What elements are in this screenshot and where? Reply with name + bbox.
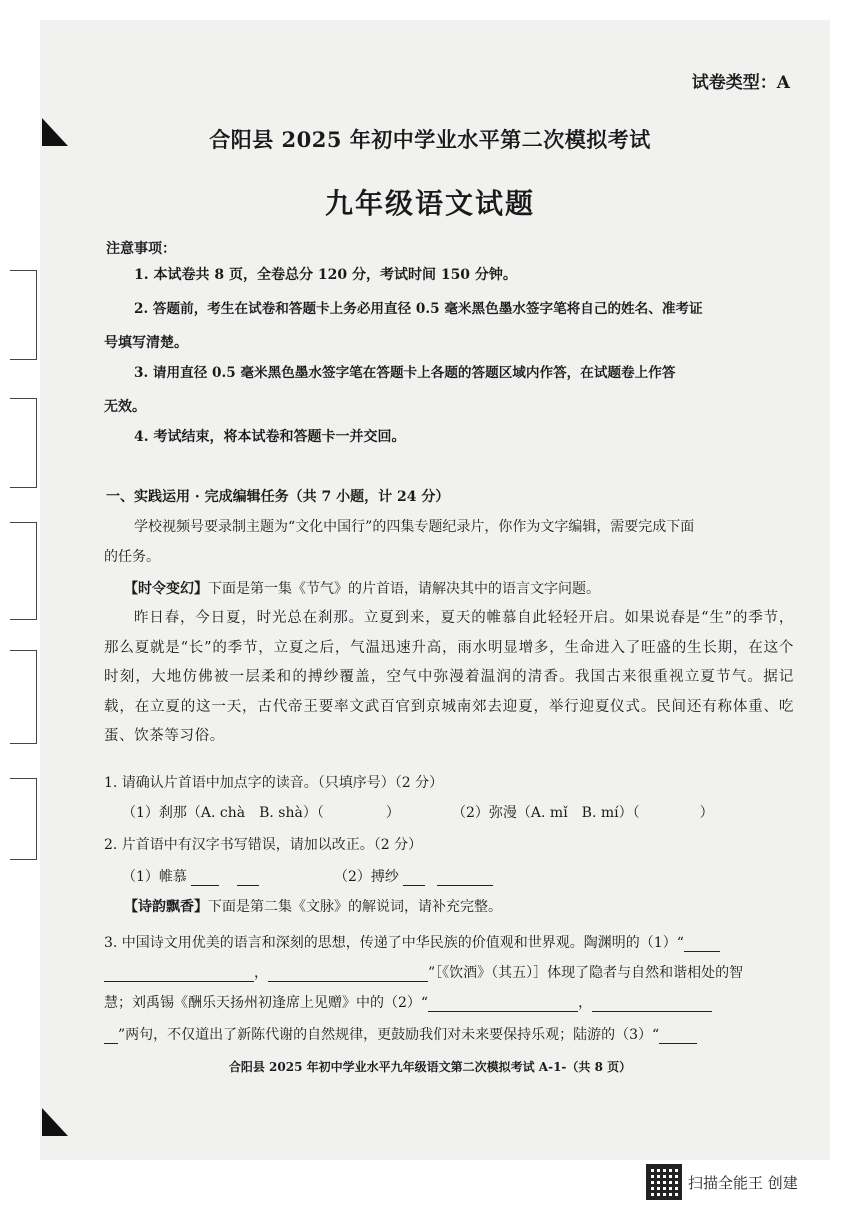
question-3-text: 慧；刘禹锡《酬乐天扬州初逢席上见赠》中的（2）“	[104, 995, 429, 1011]
question-1-1	[122, 802, 400, 822]
note-item: 2. 答题前，考生在试卷和答题卡上务必用直径 0.5 毫米黑色墨水签字笔将自己的姓名、准考证	[134, 301, 703, 317]
comma: ，	[578, 995, 593, 1011]
answer-blank[interactable]	[684, 937, 720, 952]
question-3-line	[104, 1024, 697, 1044]
segment-tag: 【诗韵飘香】	[124, 899, 208, 915]
answer-blank[interactable]	[640, 808, 700, 822]
question-2-2	[334, 866, 493, 886]
question-1-1-close: ）	[385, 805, 400, 821]
question-1-2-close: ）	[699, 805, 714, 821]
question-3-line	[104, 962, 743, 982]
binding-box	[10, 398, 37, 488]
answer-blank[interactable]	[268, 967, 428, 982]
question-3-text: ”两句，不仅道出了新陈代谢的自然规律，更鼓励我们对未来要保持乐观；陆游的（3）“	[118, 1027, 660, 1043]
question-1-2	[452, 802, 714, 822]
answer-blank[interactable]	[191, 871, 219, 886]
scanner-badge	[646, 1164, 798, 1200]
question-2-1	[122, 866, 259, 886]
note-item: 4. 考试结束，将本试卷和答题卡一并交回。	[134, 429, 406, 445]
binding-box	[10, 650, 37, 744]
question-3-text: 3. 中国诗文用优美的语言和深刻的思想，传递了中华民族的价值观和世界观。陶渊明的（1）“	[104, 935, 684, 951]
note-item: 1. 本试卷共 8 页，全卷总分 120 分，考试时间 150 分钟。	[134, 267, 517, 283]
question-1: 1. 请确认片首语中加点字的读音。（只填序号）（2 分）	[104, 775, 444, 791]
binding-box	[10, 778, 37, 860]
paper-type-label: 试卷类型：A	[691, 73, 790, 93]
note-item: 3. 请用直径 0.5 毫米黑色墨水签字笔在答题卡上各题的答题区域内作答，在试题卷上作答	[134, 365, 676, 381]
segment-tag: 【时令变幻】	[124, 581, 208, 597]
segment-text: 下面是第二集《文脉》的解说词，请补充完整。	[208, 899, 502, 915]
answer-blank[interactable]	[437, 871, 493, 886]
note-item: 无效。	[104, 399, 146, 415]
page-footer: 合阳县 2025 年初中学业水平九年级语文第二次模拟考试 A-1-（共 8 页）	[228, 1060, 632, 1074]
binding-box	[10, 270, 37, 360]
answer-blank[interactable]	[104, 1029, 118, 1044]
segment-line-1	[124, 572, 600, 606]
answer-blank[interactable]	[237, 871, 259, 886]
answer-blank[interactable]	[592, 997, 712, 1012]
binding-box	[10, 522, 37, 620]
comma: ，	[254, 965, 268, 981]
question-2-2-text: （2）搏纱	[334, 869, 399, 885]
question-1-2-text: （2）弥漫（A. mǐ B. mí）（	[452, 805, 640, 821]
segment-line-2	[124, 890, 502, 924]
question-3	[104, 932, 720, 952]
question-3-text: ”［《饮酒》（其五）］体现了隐者与自然和谐相处的智	[428, 965, 744, 981]
segment-text: 下面是第一集《节气》的片首语，请解决其中的语言文字问题。	[208, 581, 600, 597]
passage: 昨日春，今日夏，时光总在刹那。立夏到来，夏天的帷慕自此轻轻开启。如果说春是“生”的季节，那么夏就是“长”的季节，立夏之后，气温迅速升高，雨水明显增多，生命进入了旺盛的生长期，在这个时刻，大地仿佛被一层柔和的搏纱覆盖，空气中弥漫着温润的清香。我国古来很重视立夏节气。据记载，在立夏的这一天，古代帝王要率文武百官到京城南郊去迎夏，举行迎夏仪式。民间还有称体重、吃蛋、饮茶等习俗。	[104, 610, 794, 744]
question-1-1-text: （1）刹那（A. chà B. shà）（	[122, 805, 324, 821]
qr-code-icon	[646, 1164, 682, 1200]
answer-blank[interactable]	[659, 1029, 697, 1044]
subject-title: 九年级语文试题	[324, 187, 535, 220]
notes-heading: 注意事项：	[106, 241, 176, 257]
question-2: 2. 片首语中有汉字书写错误，请加以改正。（2 分）	[104, 837, 423, 853]
note-item: 号填写清楚。	[104, 335, 188, 351]
answer-blank[interactable]	[403, 871, 425, 886]
section-intro: 学校视频号要录制主题为“文化中国行”的四集专题纪录片，你作为文字编辑，需要完成下面	[134, 519, 695, 535]
section-heading: 一、实践运用 · 完成编辑任务（共 7 小题，计 24 分）	[106, 489, 450, 505]
section-intro: 的任务。	[104, 549, 160, 565]
corner-mark-bottom	[42, 1108, 68, 1136]
question-2-1-text: （1）帷慕	[122, 869, 187, 885]
answer-blank[interactable]	[104, 967, 254, 982]
answer-blank[interactable]	[324, 808, 386, 822]
answer-blank[interactable]	[428, 997, 578, 1012]
exam-title: 合阳县 2025 年初中学业水平第二次模拟考试	[209, 127, 651, 152]
scanner-badge-text: 扫描全能王 创建	[688, 1173, 798, 1192]
question-3-line	[104, 992, 712, 1012]
